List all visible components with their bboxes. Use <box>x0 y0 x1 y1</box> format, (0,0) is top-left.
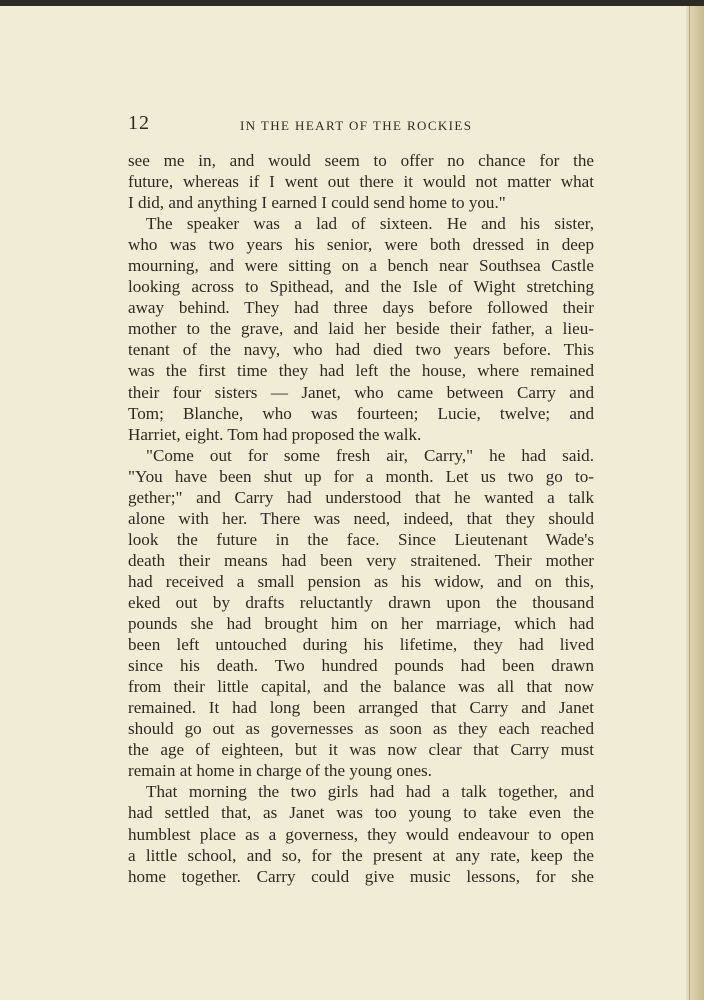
text-line: a little school, and so, for the present at any rate, keep the <box>128 845 594 865</box>
text-line: looking across to Spithead, and the Isle of Wight stretching <box>128 277 594 297</box>
text-line: tenant of the navy, who had died two years before. This <box>128 340 594 360</box>
text-line: the age of eighteen, but it was now clear that Carry must <box>128 740 594 760</box>
text-line: pounds she had brought him on her marriage, which had <box>128 614 594 634</box>
text-line: see me in, and would seem to offer no chance for the <box>128 151 594 170</box>
text-line: Tom; Blanche, who was fourteen; Lucie, twelve; and <box>128 403 594 423</box>
text-line: That morning the two girls had had a talk together, and <box>146 782 594 802</box>
text-line: future, whereas if I went out there it would not matter what <box>128 172 594 192</box>
text-line: alone with her. There was need, indeed, that they should <box>128 508 594 528</box>
text-line: was the first time they had left the house, where remained <box>128 361 594 381</box>
text-line: eked out by drafts reluctantly drawn upon the thousand <box>128 592 594 612</box>
text-line: The speaker was a lad of sixteen. He and his sister, <box>146 214 594 234</box>
running-head-title: IN THE HEART OF THE ROCKIES <box>240 118 473 133</box>
text-line: had received a small pension as his widow, and on this, <box>128 571 594 591</box>
running-head <box>128 112 594 136</box>
page-fold-line <box>689 6 690 1000</box>
text-line: who was two years his senior, were both dressed in deep <box>128 235 594 255</box>
text-line: had settled that, as Janet was too young to take even the <box>128 803 594 823</box>
text-line: home together. Carry could give music lessons, for she <box>128 866 594 886</box>
text-line: mourning, and were sitting on a bench near Southsea Castle <box>128 256 594 276</box>
text-line: gether;" and Carry had understood that he wanted a talk <box>128 487 594 507</box>
text-line: remained. It had long been arranged that Carry and Janet <box>128 698 594 718</box>
text-line: I did, and anything I earned I could send home to you." <box>128 193 506 213</box>
text-line: from their little capital, and the balance was all that now <box>128 677 594 697</box>
text-line: death their means had been very straitened. Their mother <box>128 550 594 570</box>
text-line: remain at home in charge of the young ones. <box>128 761 432 781</box>
text-line: since his death. Two hundred pounds had been drawn <box>128 656 594 676</box>
text-line: should go out as governesses as soon as they each reached <box>128 719 594 739</box>
text-line: "You have been shut up for a month. Let us two go to- <box>128 466 594 486</box>
text-line: away behind. They had three days before followed their <box>128 298 594 318</box>
text-line: look the future in the face. Since Lieutenant Wade's <box>128 529 594 549</box>
text-line: "Come out for some fresh air, Carry," he had said. <box>146 445 594 465</box>
text-line: mother to the grave, and laid her beside their father, a lieu- <box>128 319 594 339</box>
body-text <box>128 150 594 887</box>
text-line: been left untouched during his lifetime, they had lived <box>128 635 594 655</box>
text-line: humblest place as a governess, they would endeavour to open <box>128 824 594 844</box>
text-line: their four sisters — Janet, who came between Carry and <box>128 382 594 402</box>
page-top-edge <box>0 0 704 6</box>
page-number: 12 <box>128 112 150 134</box>
text-line: Harriet, eight. Tom had proposed the walk. <box>128 424 422 444</box>
